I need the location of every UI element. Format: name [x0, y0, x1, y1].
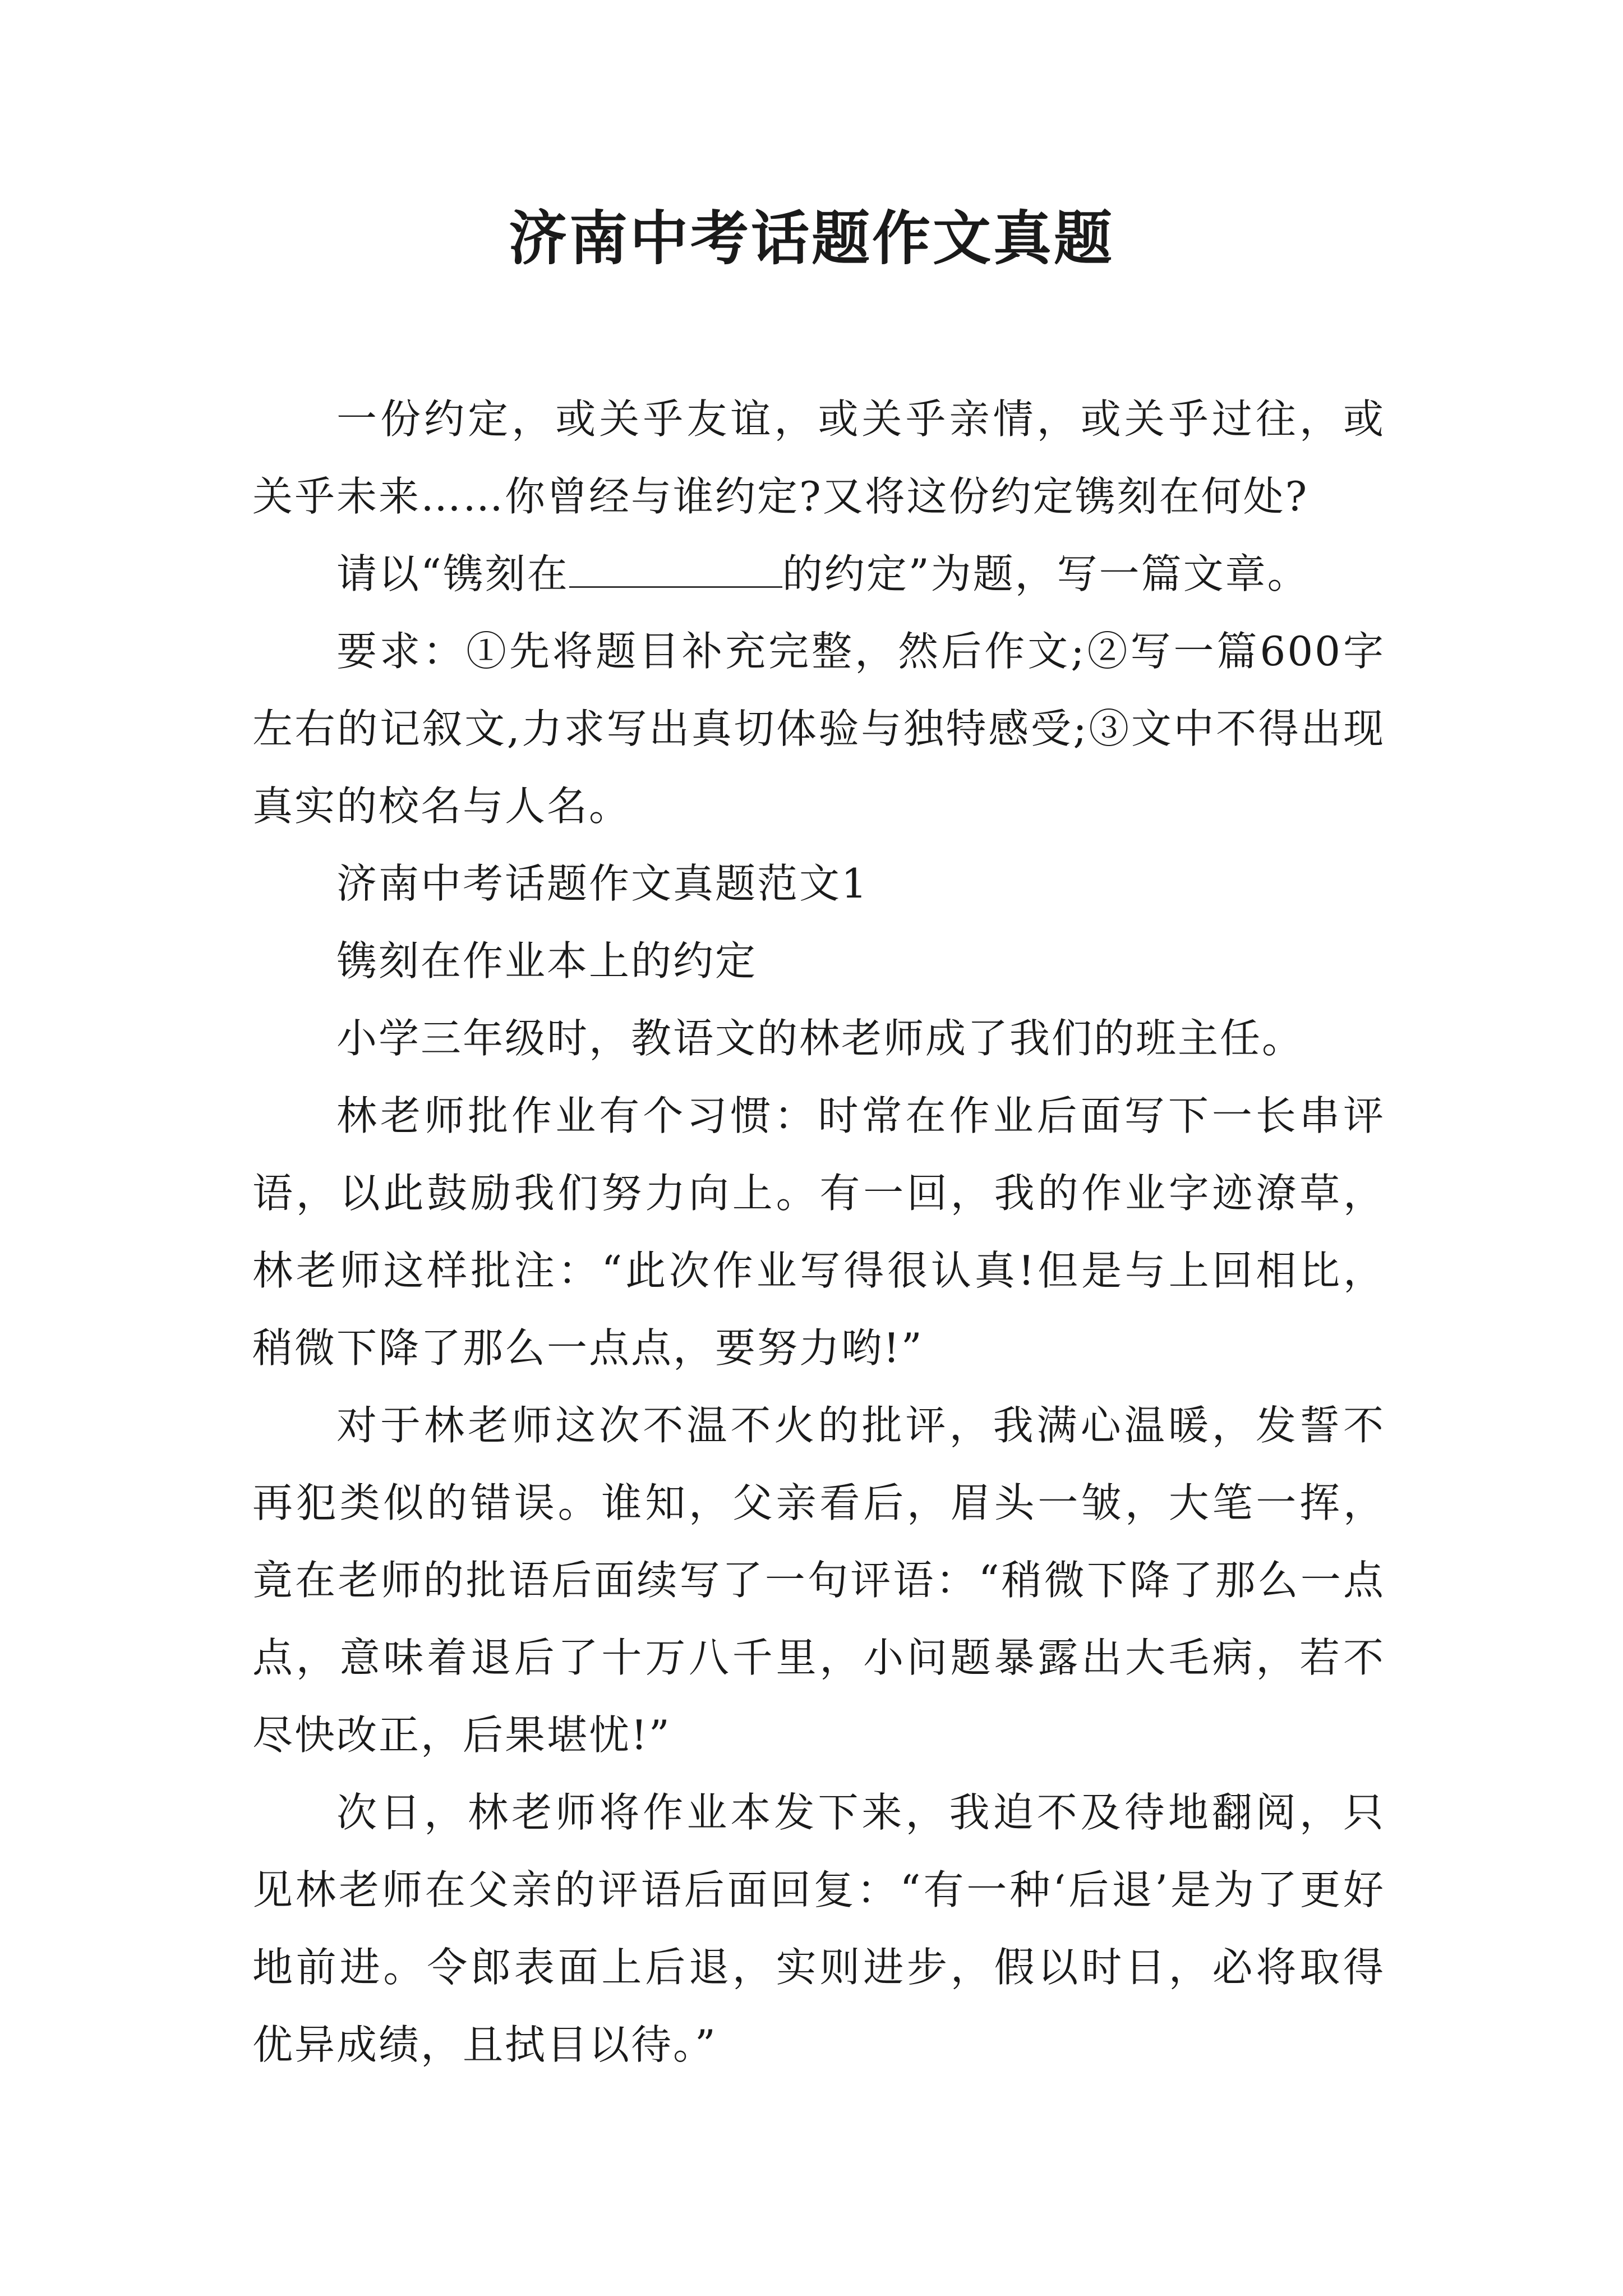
body-paragraph: 小学三年级时，教语文的林老师成了我们的班主任。 [336, 1015, 1304, 1062]
prompt-paragraph [252, 535, 1385, 613]
prompt-text-before: 请以“镌刻在 [336, 550, 569, 597]
intro-paragraph: 一份约定，或关乎友谊，或关乎亲情，或关乎过往，或关乎未来……你曾经与谁约定?又将这份约定镌刻在何处? [252, 395, 1385, 520]
body-paragraph: 对于林老师这次不温不火的批评，我满心温暖，发誓不再犯类似的错误。谁知，父亲看后，眉头一皱，大笔一挥，竟在老师的批语后面续写了一句评语：“稍微下降了那么一点点，意味着退后了十万八千里，小问题暴露出大毛病，若不尽快改正，后果堪忧!” [252, 1402, 1385, 1759]
body-paragraph: 次日，林老师将作业本发下来，我迫不及待地翻阅，只见林老师在父亲的评语后面回复：“有一种‘后退’是为了更好地前进。令郎表面上后退，实则进步，假以时日，必将取得优异成绩，且拭目以待。” [252, 1789, 1385, 2068]
fill-in-blank [569, 547, 782, 588]
prompt-text-after: 的约定”为题，写一篇文章。 [782, 550, 1310, 597]
sample-title: 镌刻在作业本上的约定 [336, 937, 758, 984]
sample-heading: 济南中考话题作文真题范文1 [336, 860, 869, 907]
document-body [252, 380, 1385, 2083]
body-paragraph: 林老师批作业有个习惯：时常在作业后面写下一长串评语，以此鼓励我们努力向上。有一回，我的作业字迹潦草，林老师这样批注：“此次作业写得很认真!但是与上回相比，稍微下降了那么一点点，要努力哟!” [252, 1092, 1385, 1372]
document-title: 济南中考话题作文真题 [508, 204, 1114, 273]
requirements-paragraph: 要求：①先将题目补充完整，然后作文;②写一篇600字左右的记叙文,力求写出真切体验与独特感受;③文中不得出现真实的校名与人名。 [252, 628, 1385, 830]
